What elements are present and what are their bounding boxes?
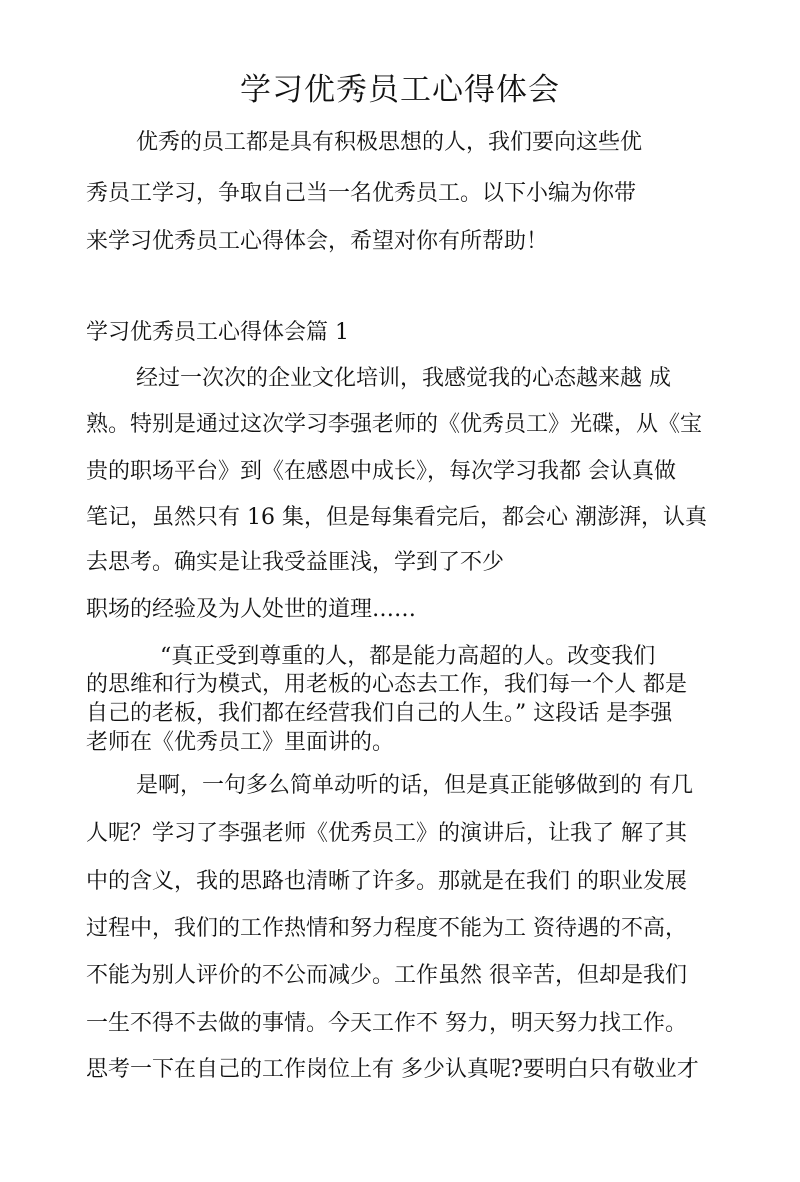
paragraph-line: 一生不得不去做的事情。今天工作不 努力，明天努力找工作。 <box>86 1011 687 1036</box>
paragraph-line: 不能为别人评价的不公而减少。工作虽然 很辛苦，但却是我们 <box>86 963 687 988</box>
quote-line: 的思维和行为模式，用老板的心态去工作，我们每一个人 都是 <box>86 672 687 697</box>
paragraph-line: 职场的经验及为人处世的道理…… <box>86 597 417 622</box>
document-title: 学习优秀员工心得体会 <box>240 72 560 108</box>
paragraph-line: 去思考。确实是让我受益匪浅，学到了不少 <box>86 550 505 575</box>
paragraph-line: 笔记，虽然只有 16 集，但是每集看完后，都会心 潮澎湃，认真 <box>86 505 707 530</box>
quote-line: “真正受到尊重的人，都是能力高超的人。改变我们 <box>160 644 656 669</box>
quote-line: 自己的老板，我们都在经营我们自己的人生。” 这段话 是李强 <box>86 701 673 726</box>
quote-line: 老师在《优秀员工》里面讲的。 <box>86 730 395 755</box>
intro-line: 来学习优秀员工心得体会，希望对你有所帮助！ <box>86 229 549 254</box>
intro-line: 秀员工学习，争取自己当一名优秀员工。以下小编为你带 <box>86 181 637 206</box>
intro-line: 优秀的员工都是具有积极思想的人，我们要向这些优 <box>136 130 643 155</box>
paragraph-line: 人呢？学习了李强老师《优秀员工》的演讲后，让我了 解了其 <box>86 821 687 846</box>
paragraph-line: 是啊，一句多么简单动听的话，但是真正能够做到的 有几 <box>136 773 693 798</box>
paragraph-line: 熟。特别是通过这次学习李强老师的《优秀员工》光碟，从《宝 <box>86 412 703 437</box>
paragraph-line: 中的含义，我的思路也清晰了许多。那就是在我们 的职业发展 <box>86 869 687 894</box>
paragraph-line: 经过一次次的企业文化培训，我感觉我的心态越来越 成 <box>136 366 671 391</box>
paragraph-line: 过程中，我们的工作热情和努力程度不能为工 资待遇的不高， <box>86 916 687 941</box>
paragraph-line: 贵的职场平台》到《在感恩中成长》，每次学习我都 会认真做 <box>86 459 676 484</box>
paragraph-line: 思考一下在自己的工作岗位上有 多少认真呢?要明白只有敬业才 <box>86 1057 699 1082</box>
section-heading: 学习优秀员工心得体会篇 1 <box>86 320 349 345</box>
